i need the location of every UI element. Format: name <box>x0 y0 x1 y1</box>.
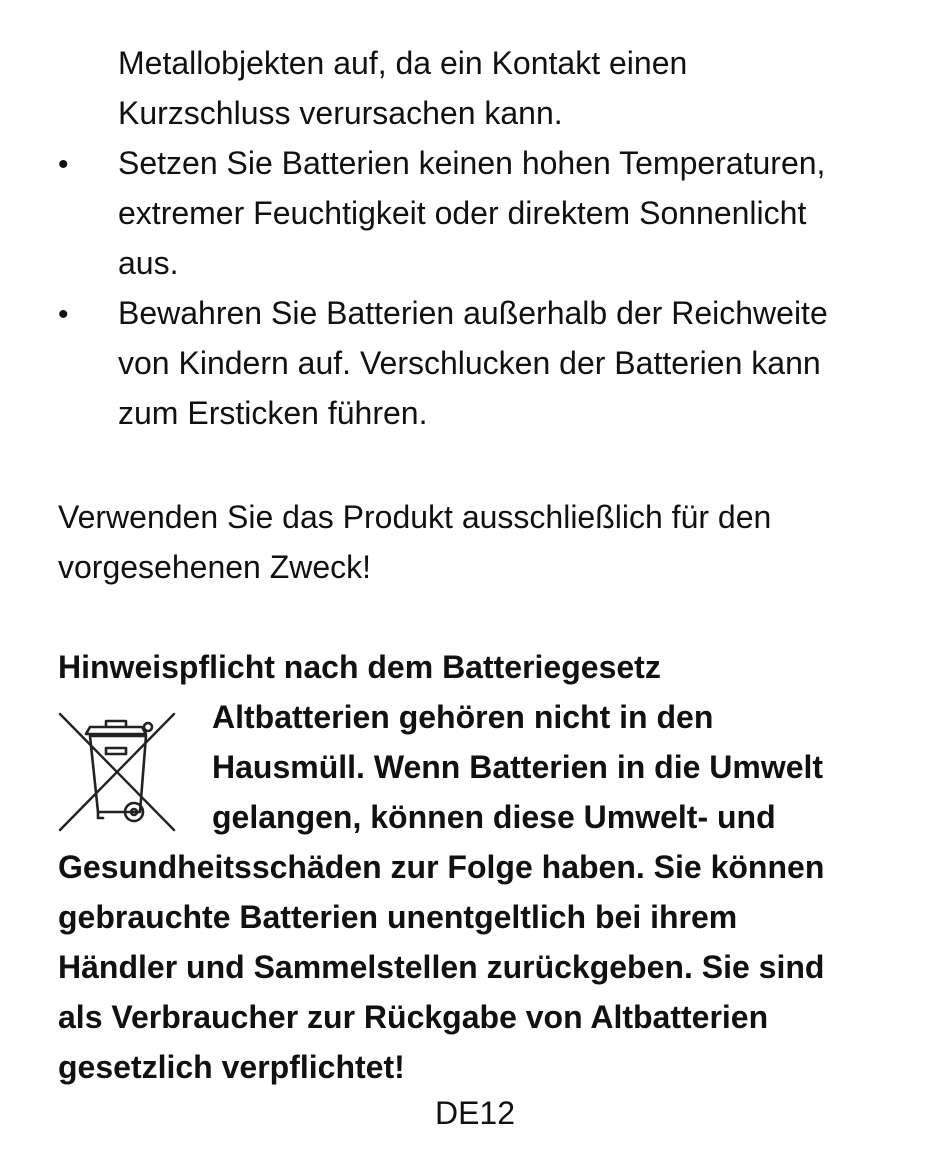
battery-notice-heading: Hinweispflicht nach dem Batteriegesetz <box>58 649 661 685</box>
crossed-out-wheelie-bin-icon <box>58 712 178 832</box>
intro-line-2: Kurzschluss verursachen kann. <box>118 95 563 131</box>
battery-notice-line-5: gebrauchte Batterien unentgeltlich bei ihrem <box>58 899 738 935</box>
bullet-1-line-1: Setzen Sie Batterien keinen hohen Temperaturen, <box>118 145 826 181</box>
intro-line-1: Metallobjekten auf, da ein Kontakt einen <box>118 45 688 81</box>
usage-note-line-1: Verwenden Sie das Produkt ausschließlich für den <box>58 499 772 535</box>
battery-notice-line-6: Händler und Sammelstellen zurückgeben. Sie sind <box>58 949 825 985</box>
battery-notice-line-3: gelangen, können diese Umwelt- und <box>212 799 776 835</box>
bullet-marker-2: • <box>58 298 69 331</box>
bullet-marker-1: • <box>58 148 69 181</box>
bullet-2-line-2: von Kindern auf. Verschlucken der Batterien kann <box>118 345 821 381</box>
usage-note-line-2: vorgesehenen Zweck! <box>58 549 372 585</box>
page-number: DE12 <box>434 1095 516 1131</box>
bullet-1-line-3: aus. <box>118 245 179 281</box>
battery-notice-line-8: gesetzlich verpflichtet! <box>58 1049 405 1085</box>
bullet-1-line-2: extremer Feuchtigkeit oder direktem Sonnenlicht <box>118 195 807 231</box>
battery-notice-line-4: Gesundheitsschäden zur Folge haben. Sie können <box>58 849 825 885</box>
battery-notice-line-2: Hausmüll. Wenn Batterien in die Umwelt <box>212 749 824 785</box>
battery-notice-line-7: als Verbraucher zur Rückgabe von Altbatterien <box>58 999 769 1035</box>
battery-notice-line-1: Altbatterien gehören nicht in den <box>212 699 714 735</box>
bullet-2-line-3: zum Ersticken führen. <box>118 395 428 431</box>
bullet-2-line-1: Bewahren Sie Batterien außerhalb der Reichweite <box>118 295 828 331</box>
